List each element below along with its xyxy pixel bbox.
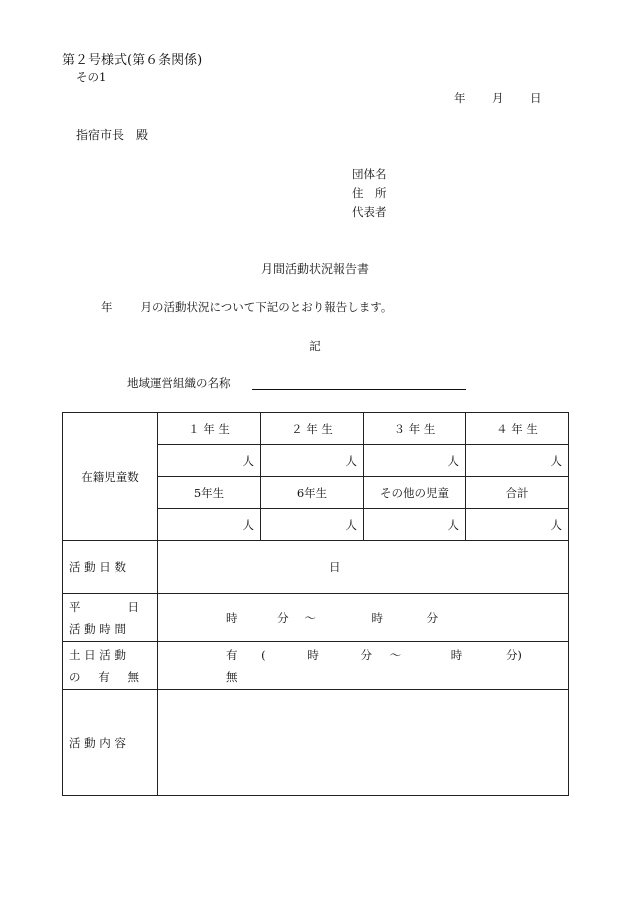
activity-days-label: 活 動 日 数 [63, 541, 158, 594]
person-unit: 人 [345, 453, 357, 468]
person-unit: 人 [447, 453, 459, 468]
person-unit: 人 [242, 453, 254, 468]
org-name-label: 団体名 [352, 167, 387, 181]
tilde: ～ [304, 610, 316, 625]
address-label: 住 所 [352, 186, 387, 200]
grade-1-count[interactable] [158, 445, 261, 477]
org-name-field[interactable] [252, 389, 466, 390]
total-count[interactable] [466, 509, 569, 541]
statement-text: 月の活動状況について下記のとおり報告します。 [140, 300, 393, 314]
weekend-activity-label: 土 日 活 動 の 有 無 [63, 642, 158, 690]
ki-heading: 記 [309, 339, 321, 353]
end-hour-unit: 時 [371, 610, 383, 625]
recipient: 指宿市長 殿 [76, 128, 149, 142]
enrollment-label: 在籍児童数 [63, 413, 158, 541]
weekday-hours-label: 平 日 活 動 時 間 [63, 594, 158, 642]
grade-4-header: ４ 年 生 [466, 413, 569, 445]
wk-tilde: ～ [389, 647, 402, 662]
person-unit: 人 [447, 517, 459, 532]
person-unit: 人 [242, 517, 254, 532]
grade-2-header: ２ 年 生 [261, 413, 364, 445]
paren-open: ( [261, 647, 266, 662]
report-table [62, 412, 569, 796]
other-children-count[interactable] [364, 509, 466, 541]
person-unit: 人 [550, 517, 562, 532]
yes-option[interactable]: 有 [226, 647, 238, 662]
date-month: 月 [492, 91, 504, 105]
statement-year: 年 [101, 300, 113, 314]
activity-content-field[interactable] [158, 690, 569, 796]
statement [101, 299, 392, 315]
grade-2-count[interactable] [261, 445, 364, 477]
wk-end-hour-unit: 時 [450, 647, 463, 662]
applicant-block [352, 165, 387, 222]
no-option[interactable]: 無 [226, 669, 238, 684]
org-name-field-label: 地域運営組織の名称 [127, 376, 231, 390]
grade-5-count[interactable] [158, 509, 261, 541]
other-children-header: その他の児童 [364, 477, 466, 509]
grade-4-count[interactable] [466, 445, 569, 477]
total-header: 合計 [466, 477, 569, 509]
form-sub-number: その1 [76, 70, 107, 84]
grade-3-count[interactable] [364, 445, 466, 477]
wk-start-minute-unit: 分 [360, 647, 372, 662]
grade-1-header: １ 年 生 [158, 413, 261, 445]
person-unit: 人 [345, 517, 357, 532]
weekday-hours-field[interactable] [158, 594, 569, 642]
grade-6-header: 6年生 [261, 477, 364, 509]
weekend-activity-field[interactable] [158, 642, 569, 690]
date-year: 年 [454, 91, 466, 105]
document-title: 月間活動状況報告書 [260, 262, 369, 276]
representative-label: 代表者 [352, 205, 387, 219]
date-day: 日 [530, 91, 542, 105]
day-unit: 日 [329, 560, 341, 574]
grade-5-header: 5年生 [158, 477, 261, 509]
activity-days-field[interactable] [158, 541, 569, 594]
wk-end-minute-unit: 分) [505, 647, 522, 662]
grade-3-header: ３ 年 生 [364, 413, 466, 445]
grade-6-count[interactable] [261, 509, 364, 541]
start-minute-unit: 分 [277, 610, 289, 625]
wk-start-hour-unit: 時 [307, 647, 319, 662]
form-number: 第２号様式(第６条関係) [62, 53, 203, 68]
end-minute-unit: 分 [426, 610, 439, 625]
activity-content-label: 活 動 内 容 [63, 690, 158, 796]
person-unit: 人 [550, 453, 562, 468]
start-hour-unit: 時 [226, 610, 238, 625]
